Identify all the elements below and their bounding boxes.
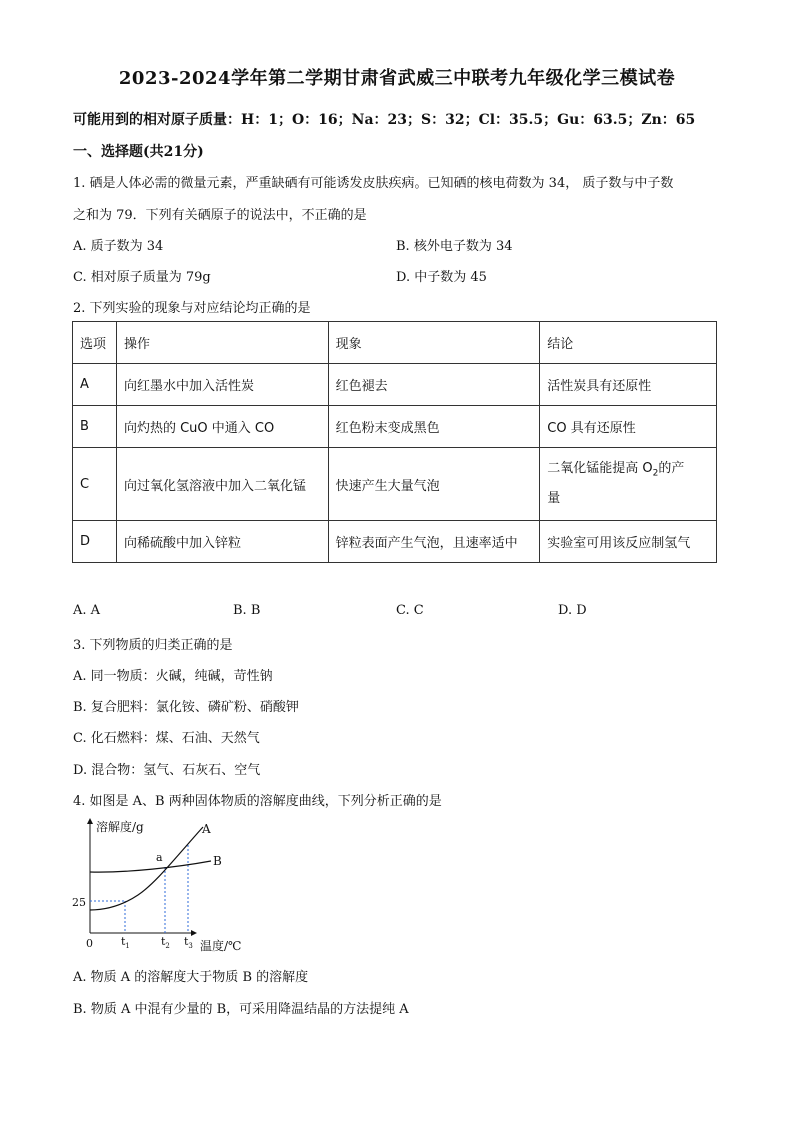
y-tick-25: 25 [72,896,86,909]
q1-option-d: D. 中子数为 45 [396,270,487,285]
conclusion-text-part1: 二氧化锰能提高 O [547,460,653,476]
q2-option-a: A. A [73,603,101,618]
q4-option-b: B. 物质 A 中混有少量的 B，可采用降温结晶的方法提纯 A [73,1002,409,1017]
q1-option-b: B. 核外电子数为 34 [396,239,513,254]
q3-stem: 3. 下列物质的归类正确的是 [73,638,233,653]
q1-stem-line2: 之和为 79．下列有关硒原子的说法中，不正确的是 [73,208,367,223]
q3-option-a: A. 同一物质：火碱，纯碱，苛性钠 [73,669,273,684]
row-option: C [73,448,117,521]
row-phenomenon: 红色粉末变成黑色 [328,406,540,448]
q2-stem: 2. 下列实验的现象与对应结论均正确的是 [73,301,311,316]
header-operation: 操作 [116,322,328,364]
header-phenomenon: 现象 [328,322,540,364]
row-conclusion: 实验室可用该反应制氢气 [540,521,717,563]
row-phenomenon: 红色褪去 [328,364,540,406]
solubility-curve-chart [72,815,268,955]
table-row [73,364,717,406]
row-phenomenon: 快速产生大量气泡 [328,448,540,521]
table-row [73,448,717,521]
curve-b [90,861,211,872]
q2-option-c: C. C [396,603,424,618]
table-row [73,406,717,448]
q4-option-a: A. 物质 A 的溶解度大于物质 B 的溶解度 [73,970,309,985]
conclusion-text-part3: 量 [547,491,561,507]
row-conclusion: CO 具有还原性 [540,406,717,448]
origin-label: 0 [86,937,93,950]
q1-stem-line1: 1. 硒是人体必需的微量元素，严重缺硒有可能诱发皮肤疾病。已知硒的核电荷数为 34， 质子数与中子数 [73,176,674,191]
section-heading: 一、选择题(共21分) [73,144,204,160]
row-option: A [73,364,117,406]
conclusion-text-part2: 的产 [658,460,685,476]
q3-option-c: C. 化石燃料：煤、石油、天然气 [73,731,260,746]
curve-b-label: B [213,854,222,868]
q1-option-a: A. 质子数为 34 [73,239,164,254]
table-row [73,521,717,563]
table-header-row [73,322,717,364]
header-conclusion: 结论 [540,322,717,364]
y-axis-label: 溶解度/g [96,820,144,834]
q2-option-b: B. B [233,603,261,618]
x-axis-label: 温度/℃ [200,939,242,953]
q2-option-d: D. D [558,603,587,618]
row-operation: 向灼热的 CuO 中通入 CO [116,406,328,448]
header-option: 选项 [73,322,117,364]
row-operation: 向红墨水中加入活性炭 [116,364,328,406]
curve-a-label: A [202,822,211,836]
row-operation: 向过氧化氢溶液中加入二氧化锰 [116,448,328,521]
row-conclusion [540,448,717,521]
x-tick-t1: $t_1$ [121,935,130,950]
conclusion-subscript: 2 [652,468,659,479]
q4-stem: 4. 如图是 A、B 两种固体物质的溶解度曲线，下列分析正确的是 [73,794,442,809]
curve-a [90,827,203,910]
row-phenomenon: 锌粒表面产生气泡，且速率适中 [328,521,540,563]
x-tick-t2: $t_2$ [161,935,170,950]
row-conclusion: 活性炭具有还原性 [540,364,717,406]
q3-option-d: D. 混合物：氢气、石灰石、空气 [73,763,261,778]
exam-title: 2023-2024学年第二学期甘肃省武威三中联考九年级化学三模试卷 [118,68,676,89]
intersection-label: a [156,851,163,864]
q3-option-b: B. 复合肥料：氯化铵、磷矿粉、硝酸钾 [73,700,299,715]
row-option: D [73,521,117,563]
q1-option-c: C. 相对原子质量为 79g [73,270,211,285]
row-operation: 向稀硫酸中加入锌粒 [116,521,328,563]
x-tick-t3: $t_3$ [184,935,193,950]
row-option: B [73,406,117,448]
atomic-masses-line: 可能用到的相对原子质量：H：1；O：16；Na：23；S：32；Cl：35.5；Gu：63.5；Zn：65 [73,112,696,128]
experiment-table [72,321,717,563]
